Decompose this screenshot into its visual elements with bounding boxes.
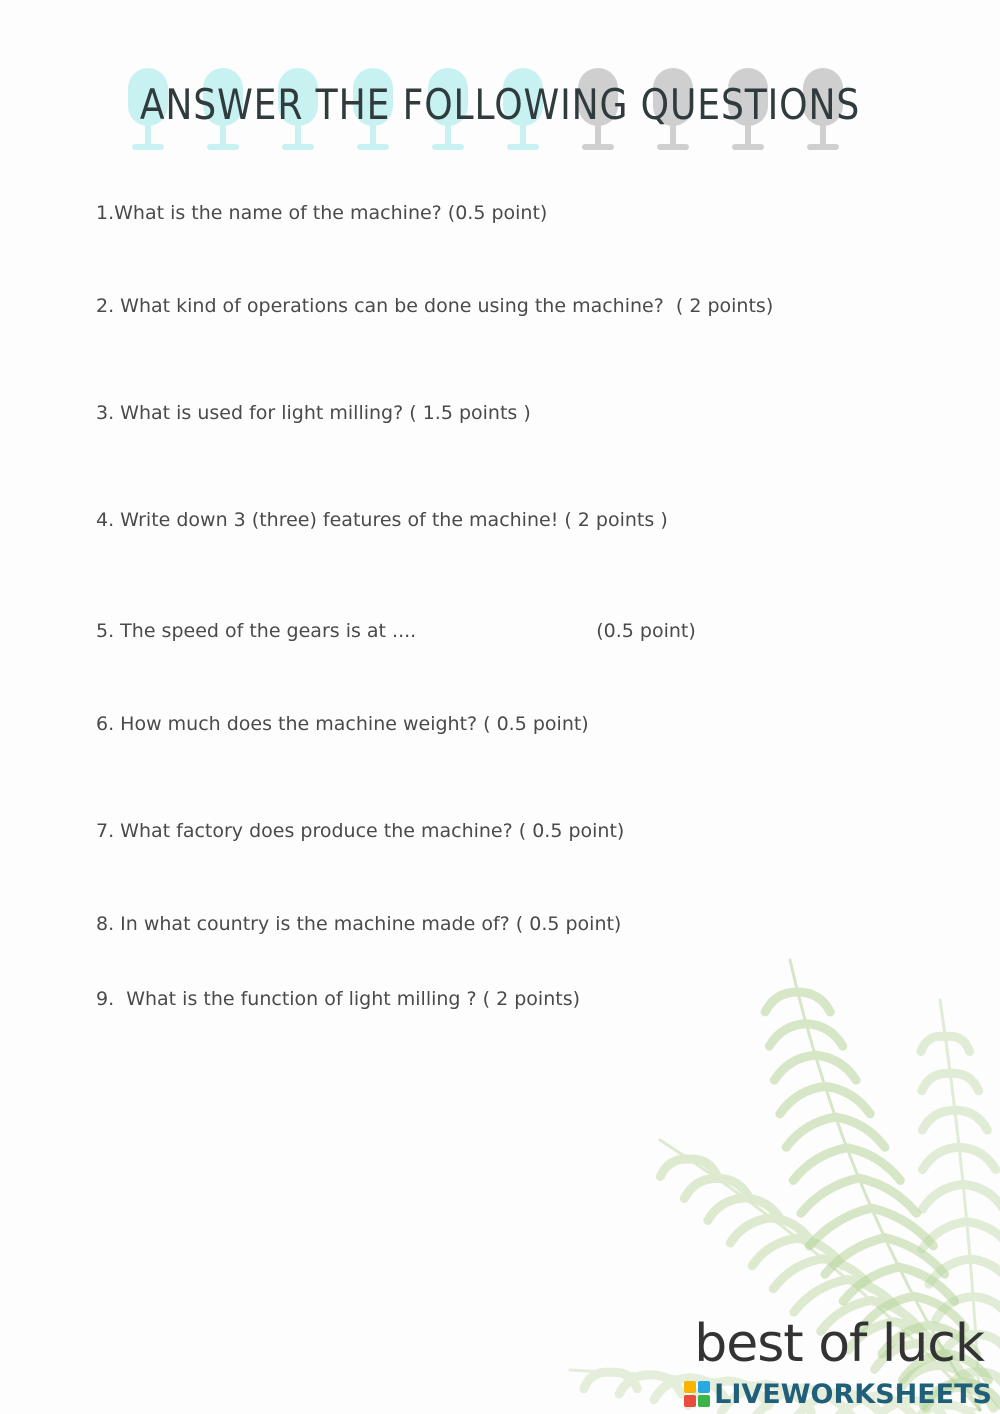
- question-9: 9. What is the function of light milling ? ( 2 points): [96, 988, 580, 1010]
- question-4: 4. Write down 3 (three) features of the machine! ( 2 points ): [96, 509, 668, 531]
- brand-name: LIVEWORKSHEETS: [714, 1378, 992, 1410]
- question-6: 6. How much does the machine weight? ( 0.5 point): [96, 713, 589, 735]
- question-2: 2. What kind of operations can be done using the machine? ( 2 points): [96, 295, 774, 317]
- question-5-points: (0.5 point): [596, 620, 696, 642]
- question-1: 1.What is the name of the machine? (0.5 point): [96, 202, 548, 224]
- question-7: 7. What factory does produce the machine? ( 0.5 point): [96, 820, 625, 842]
- liveworksheets-logo-icon: [684, 1381, 710, 1407]
- question-8: 8. In what country is the machine made of? ( 0.5 point): [96, 913, 622, 935]
- page-title: ANSWER THE FOLLOWING QUESTIONS: [139, 80, 861, 129]
- closing-message: best of luck: [694, 1314, 984, 1374]
- question-3: 3. What is used for light milling? ( 1.5 points ): [96, 402, 531, 424]
- question-5: [96, 620, 916, 642]
- brand-footer: [684, 1378, 992, 1410]
- question-5-text: 5. The speed of the gears is at ....: [96, 620, 417, 642]
